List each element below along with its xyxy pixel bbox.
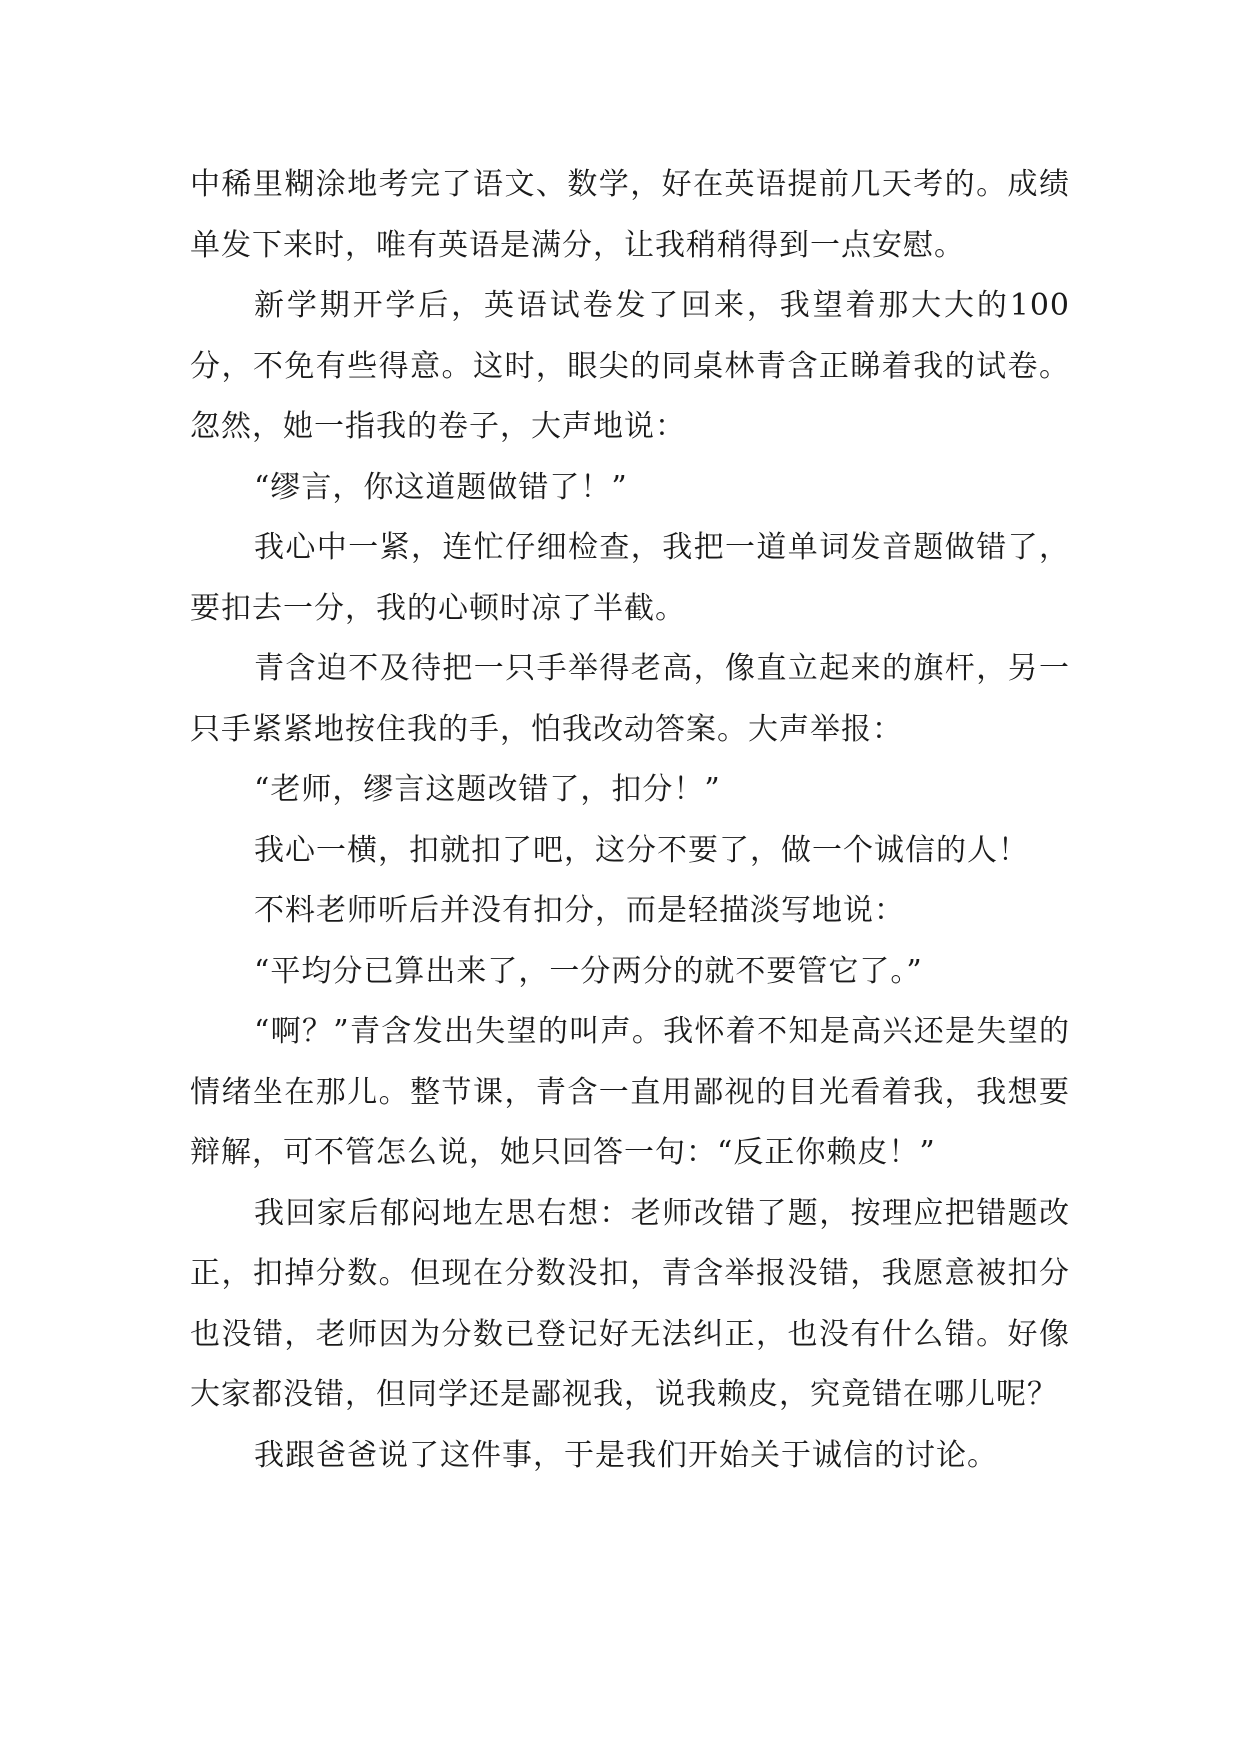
paragraph-2: 新学期开学后，英语试卷发了回来，我望着那大大的100分，不免有些得意。这时，眼尖的同桌林青含正睇着我的试卷。忽然，她一指我的卷子，大声地说： bbox=[190, 288, 1070, 444]
paragraph-9: “平均分已算出来了，一分两分的就不要管它了。” bbox=[254, 953, 923, 989]
essay-text bbox=[190, 155, 1070, 1486]
paragraph-3: “缪言，你这道题做错了！” bbox=[254, 469, 628, 505]
paragraph-10: “啊？”青含发出失望的叫声。我怀着不知是高兴还是失望的情绪坐在那儿。整节课，青含一直用鄙视的目光看着我，我想要辩解，可不管怎么说，她只回答一句：“反正你赖皮！” bbox=[190, 1014, 1070, 1170]
paragraph-4: 我心中一紧，连忙仔细检查，我把一道单词发音题做错了，要扣去一分，我的心顿时凉了半截。 bbox=[190, 530, 1070, 626]
paragraph-8: 不料老师听后并没有扣分，而是轻描淡写地说： bbox=[254, 893, 905, 928]
paragraph-12: 我跟爸爸说了这件事，于是我们开始关于诚信的讨论。 bbox=[254, 1437, 998, 1473]
paragraph-11: 我回家后郁闷地左思右想：老师改错了题，按理应把错题改正，扣掉分数。但现在分数没扣，青含举报没错，我愿意被扣分也没错，老师因为分数已登记好无法纠正，也没有什么错。好像大家都没错，但同学还是鄙视我，说我赖皮，究竟错在哪儿呢？ bbox=[190, 1195, 1070, 1412]
paragraph-5: 青含迫不及待把一只手举得老高，像直立起来的旗杆，另一只手紧紧地按住我的手，怕我改动答案。大声举报： bbox=[190, 651, 1070, 747]
paragraph-1: 中稀里糊涂地考完了语文、数学，好在英语提前几天考的。成绩单发下来时，唯有英语是满分，让我稍稍得到一点安慰。 bbox=[190, 167, 1070, 263]
paragraph-7: 我心一横，扣就扣了吧，这分不要了，做一个诚信的人！ bbox=[254, 832, 1029, 868]
paragraph-6: “老师，缪言这题改错了，扣分！” bbox=[254, 772, 721, 807]
